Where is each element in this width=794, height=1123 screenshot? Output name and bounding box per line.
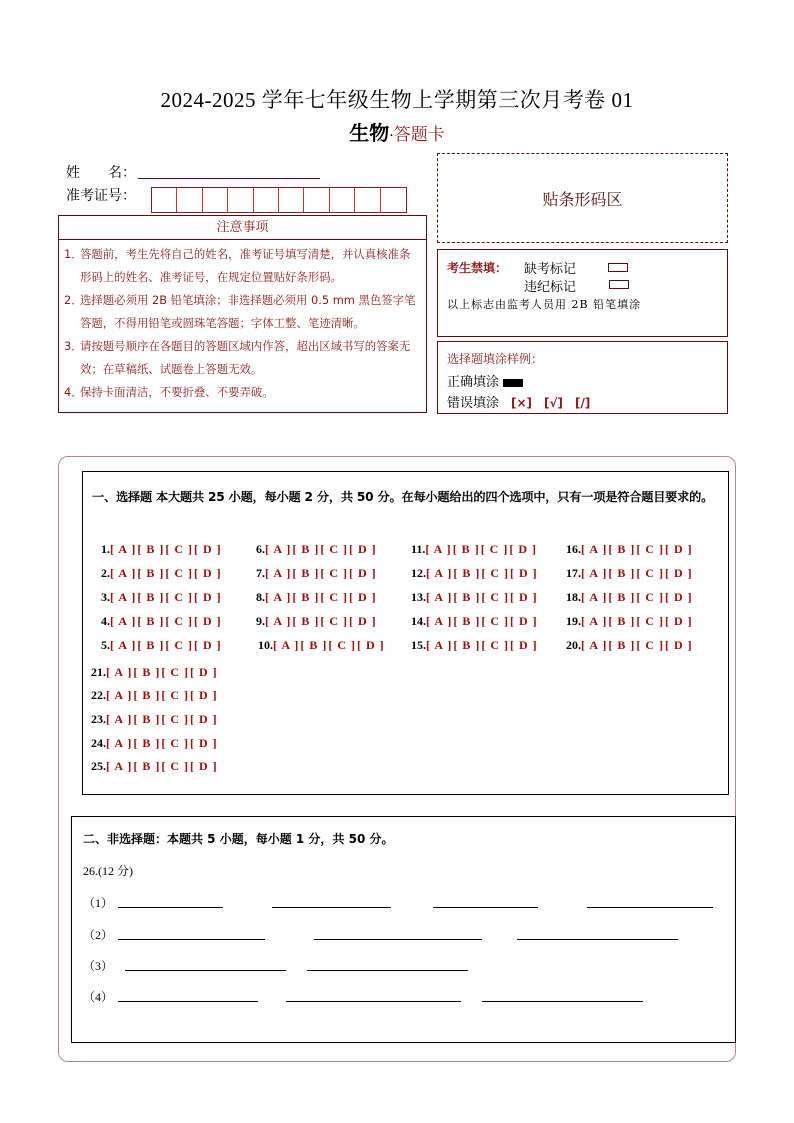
notice-item: 4．保持卡面清洁，不要折叠、不要弄破。 bbox=[64, 385, 274, 399]
option-b-bubble[interactable]: [ B ] bbox=[137, 542, 165, 556]
option-d-bubble[interactable]: [ D ] bbox=[357, 638, 385, 652]
option-b-bubble[interactable]: [ B ] bbox=[608, 638, 636, 652]
option-c-bubble[interactable]: [ C ] bbox=[165, 566, 194, 580]
option-c-bubble[interactable]: [ C ] bbox=[165, 638, 194, 652]
multiple-choice-section bbox=[82, 471, 729, 795]
option-a-bubble[interactable]: [ A ] bbox=[110, 542, 137, 556]
option-a-bubble[interactable]: [ A ] bbox=[265, 542, 292, 556]
question-number: 9. bbox=[256, 614, 265, 628]
fill-sample-panel bbox=[437, 341, 728, 414]
question-number: 20. bbox=[566, 638, 581, 652]
option-d-bubble[interactable]: [ D ] bbox=[665, 638, 693, 652]
option-a-bubble[interactable]: [ A ] bbox=[581, 590, 608, 604]
option-c-bubble[interactable]: [ C ] bbox=[636, 614, 665, 628]
option-b-bubble[interactable]: [ B ] bbox=[137, 638, 165, 652]
option-b-bubble[interactable]: [ B ] bbox=[608, 542, 636, 556]
exam-id-digit-box[interactable] bbox=[177, 188, 202, 212]
option-d-bubble[interactable]: [ D ] bbox=[194, 566, 222, 580]
option-d-bubble[interactable]: [ D ] bbox=[194, 590, 222, 604]
mc-question-5 bbox=[101, 638, 223, 653]
option-b-bubble[interactable]: [ B ] bbox=[292, 614, 320, 628]
option-b-bubble[interactable]: [ B ] bbox=[133, 759, 161, 773]
mc-question-6 bbox=[256, 542, 378, 557]
option-a-bubble[interactable]: [ A ] bbox=[106, 712, 133, 726]
option-a-bubble[interactable]: [ A ] bbox=[425, 542, 452, 556]
option-c-bubble[interactable]: [ C ] bbox=[481, 590, 510, 604]
exam-id-digit-box[interactable] bbox=[279, 188, 304, 212]
check-mark-icon: [√] bbox=[544, 396, 564, 410]
answer-blank[interactable] bbox=[587, 907, 713, 908]
part-3-label: （3） bbox=[83, 959, 114, 973]
option-b-bubble[interactable]: [ B ] bbox=[608, 614, 636, 628]
separator-dot: · bbox=[389, 128, 394, 144]
option-c-bubble[interactable]: [ C ] bbox=[481, 566, 510, 580]
question-number: 10. bbox=[258, 638, 273, 652]
mc-question-3 bbox=[101, 590, 223, 605]
option-d-bubble[interactable]: [ D ] bbox=[190, 736, 218, 750]
question-number: 7. bbox=[256, 566, 265, 580]
question-number: 13. bbox=[411, 590, 426, 604]
option-b-bubble[interactable]: [ B ] bbox=[133, 712, 161, 726]
free-heading: 二、非选择题：本题共 5 小题，每小题 1 分，共 50 分。 bbox=[83, 832, 394, 846]
mc-question-22 bbox=[91, 688, 219, 703]
option-a-bubble[interactable]: [ A ] bbox=[581, 542, 608, 556]
option-c-bubble[interactable]: [ C ] bbox=[165, 614, 194, 628]
option-a-bubble[interactable]: [ A ] bbox=[106, 665, 133, 679]
option-a-bubble[interactable]: [ A ] bbox=[581, 566, 608, 580]
exam-id-digit-box[interactable] bbox=[330, 188, 355, 212]
part-4-label: （4） bbox=[83, 990, 114, 1004]
option-d-bubble[interactable]: [ D ] bbox=[665, 566, 693, 580]
option-a-bubble[interactable]: [ A ] bbox=[426, 566, 453, 580]
question-number: 11. bbox=[411, 542, 426, 556]
notice-item: 3．请按题号顺序在各题目的答题区域内作答，超出区域书写的答案无效；在草稿纸、试题卷上答题无效。 bbox=[64, 339, 411, 376]
question-number: 19. bbox=[566, 614, 581, 628]
option-b-bubble[interactable]: [ B ] bbox=[137, 566, 165, 580]
question-number: 18. bbox=[566, 590, 581, 604]
exam-id-boxes bbox=[151, 187, 407, 213]
question-number: 17. bbox=[566, 566, 581, 580]
option-b-bubble[interactable]: [ B ] bbox=[133, 736, 161, 750]
option-a-bubble[interactable]: [ A ] bbox=[273, 638, 300, 652]
answer-card-label: 答题卡 bbox=[393, 125, 445, 145]
option-d-bubble[interactable]: [ D ] bbox=[665, 542, 693, 556]
proctor-only-label: 考生禁填： bbox=[447, 261, 508, 275]
option-b-bubble[interactable]: [ B ] bbox=[133, 688, 161, 702]
question-number: 14. bbox=[411, 614, 426, 628]
barcode-label: 贴条形码区 bbox=[542, 189, 623, 209]
option-c-bubble[interactable]: [ C ] bbox=[320, 542, 349, 556]
option-c-bubble[interactable]: [ C ] bbox=[161, 759, 190, 773]
option-d-bubble[interactable]: [ D ] bbox=[190, 712, 218, 726]
option-a-bubble[interactable]: [ A ] bbox=[265, 590, 292, 604]
option-c-bubble[interactable]: [ C ] bbox=[165, 590, 194, 604]
wrong-fill-row: 错误填涂 [×] [√] [/] bbox=[447, 396, 591, 411]
option-b-bubble[interactable]: [ B ] bbox=[292, 542, 320, 556]
mc-question-19 bbox=[566, 614, 694, 629]
correct-fill-row: 正确填涂 bbox=[447, 371, 523, 390]
option-c-bubble[interactable]: [ C ] bbox=[320, 614, 349, 628]
exam-id-digit-box[interactable] bbox=[304, 188, 329, 212]
question-number: 22. bbox=[91, 688, 106, 702]
mc-question-1 bbox=[101, 542, 223, 557]
option-c-bubble[interactable]: [ C ] bbox=[161, 688, 190, 702]
option-c-bubble[interactable]: [ C ] bbox=[481, 638, 510, 652]
question-number: 6. bbox=[256, 542, 265, 556]
option-b-bubble[interactable]: [ B ] bbox=[453, 638, 481, 652]
answer-blank[interactable] bbox=[307, 970, 468, 971]
option-b-bubble[interactable]: [ B ] bbox=[608, 566, 636, 580]
answer-blank[interactable] bbox=[118, 1001, 258, 1002]
exam-id-digit-box[interactable] bbox=[381, 188, 406, 212]
option-b-bubble[interactable]: [ B ] bbox=[453, 590, 481, 604]
option-b-bubble[interactable]: [ B ] bbox=[292, 590, 320, 604]
option-b-bubble[interactable]: [ B ] bbox=[452, 542, 480, 556]
option-c-bubble[interactable]: [ C ] bbox=[161, 712, 190, 726]
mc-question-20 bbox=[566, 638, 694, 653]
mc-question-16 bbox=[566, 542, 694, 557]
option-b-bubble[interactable]: [ B ] bbox=[453, 566, 481, 580]
answer-blank[interactable] bbox=[125, 970, 286, 971]
proctor-note: 以上标志由监考人员用 2B 铅笔填涂 bbox=[447, 298, 642, 311]
question-number: 24. bbox=[91, 736, 106, 750]
answer-blank[interactable] bbox=[482, 1001, 643, 1002]
mc-question-15 bbox=[411, 638, 539, 653]
answer-blank[interactable] bbox=[517, 939, 678, 940]
mc-question-14 bbox=[411, 614, 539, 629]
option-a-bubble[interactable]: [ A ] bbox=[581, 638, 608, 652]
option-d-bubble[interactable]: [ D ] bbox=[510, 638, 538, 652]
question-26-label: 26.(12 分) bbox=[83, 864, 133, 878]
mc-question-17 bbox=[566, 566, 694, 581]
answer-blank[interactable] bbox=[314, 939, 482, 940]
answer-blank[interactable] bbox=[286, 1001, 461, 1002]
option-a-bubble[interactable]: [ A ] bbox=[110, 638, 137, 652]
option-d-bubble[interactable]: [ D ] bbox=[510, 590, 538, 604]
mc-question-2 bbox=[101, 566, 223, 581]
mc-question-24 bbox=[91, 736, 219, 751]
question-number: 25. bbox=[91, 759, 106, 773]
option-b-bubble[interactable]: [ B ] bbox=[300, 638, 328, 652]
question-number: 1. bbox=[101, 542, 110, 556]
exam-id-digit-box[interactable] bbox=[355, 188, 380, 212]
exam-title: 2024-2025 学年七年级生物上学期第三次月考卷 01 bbox=[160, 88, 634, 112]
option-b-bubble[interactable]: [ B ] bbox=[137, 614, 165, 628]
subject-label: 生物 bbox=[349, 121, 390, 145]
mc-question-12 bbox=[411, 566, 539, 581]
mc-question-25 bbox=[91, 759, 219, 774]
name-field[interactable] bbox=[138, 178, 320, 179]
fill-sample-label: 选择题填涂样例： bbox=[447, 352, 544, 366]
option-a-bubble[interactable]: [ A ] bbox=[265, 614, 292, 628]
option-c-bubble[interactable]: [ C ] bbox=[320, 590, 349, 604]
option-d-bubble[interactable]: [ D ] bbox=[190, 688, 218, 702]
option-c-bubble[interactable]: [ C ] bbox=[636, 542, 665, 556]
option-c-bubble[interactable]: [ C ] bbox=[480, 542, 509, 556]
notice-title: 注意事项 bbox=[59, 216, 426, 240]
absent-mark-box[interactable] bbox=[608, 263, 628, 272]
question-number: 2. bbox=[101, 566, 110, 580]
part-2-label: （2） bbox=[83, 928, 114, 942]
option-d-bubble[interactable]: [ D ] bbox=[349, 590, 377, 604]
option-d-bubble[interactable]: [ D ] bbox=[190, 665, 218, 679]
option-a-bubble[interactable]: [ A ] bbox=[106, 759, 133, 773]
question-number: 12. bbox=[411, 566, 426, 580]
mc-question-21 bbox=[91, 665, 219, 680]
option-a-bubble[interactable]: [ A ] bbox=[426, 590, 453, 604]
exam-id-digit-box[interactable] bbox=[228, 188, 253, 212]
free-response-section bbox=[71, 816, 736, 1043]
option-a-bubble[interactable]: [ A ] bbox=[106, 688, 133, 702]
exam-id-digit-box[interactable] bbox=[254, 188, 279, 212]
notice-panel bbox=[58, 215, 427, 413]
option-b-bubble[interactable]: [ B ] bbox=[453, 614, 481, 628]
option-c-bubble[interactable]: [ C ] bbox=[161, 736, 190, 750]
proctor-only-panel bbox=[437, 249, 728, 337]
option-c-bubble[interactable]: [ C ] bbox=[165, 542, 194, 556]
exam-id-digit-box[interactable] bbox=[203, 188, 228, 212]
option-d-bubble[interactable]: [ D ] bbox=[190, 759, 218, 773]
option-c-bubble[interactable]: [ C ] bbox=[320, 566, 349, 580]
mc-question-4 bbox=[101, 614, 223, 629]
option-c-bubble[interactable]: [ C ] bbox=[636, 638, 665, 652]
mc-question-11 bbox=[411, 542, 538, 557]
exam-id-label: 准考证号： bbox=[66, 188, 136, 204]
option-b-bubble[interactable]: [ B ] bbox=[608, 590, 636, 604]
mc-question-13 bbox=[411, 590, 539, 605]
card-subtitle bbox=[0, 117, 794, 146]
answer-blank[interactable] bbox=[118, 907, 223, 908]
option-b-bubble[interactable]: [ B ] bbox=[133, 665, 161, 679]
answer-blank[interactable] bbox=[272, 907, 391, 908]
slash-mark-icon: [/] bbox=[575, 396, 591, 410]
mc-question-18 bbox=[566, 590, 694, 605]
question-number: 3. bbox=[101, 590, 110, 604]
absent-mark-label: 缺考标记 bbox=[524, 262, 577, 277]
option-c-bubble[interactable]: [ C ] bbox=[481, 614, 510, 628]
option-d-bubble[interactable]: [ D ] bbox=[665, 590, 693, 604]
option-a-bubble[interactable]: [ A ] bbox=[106, 736, 133, 750]
option-a-bubble[interactable]: [ A ] bbox=[426, 638, 453, 652]
option-a-bubble[interactable]: [ A ] bbox=[110, 614, 137, 628]
mc-question-7 bbox=[256, 566, 378, 581]
option-b-bubble[interactable]: [ B ] bbox=[137, 590, 165, 604]
question-number: 15. bbox=[411, 638, 426, 652]
option-c-bubble[interactable]: [ C ] bbox=[161, 665, 190, 679]
option-d-bubble[interactable]: [ D ] bbox=[509, 542, 538, 556]
option-d-bubble[interactable]: [ D ] bbox=[194, 638, 222, 652]
option-d-bubble[interactable]: [ D ] bbox=[510, 614, 538, 628]
option-d-bubble[interactable]: [ D ] bbox=[349, 566, 377, 580]
question-number: 5. bbox=[101, 638, 110, 652]
option-c-bubble[interactable]: [ C ] bbox=[328, 638, 357, 652]
option-a-bubble[interactable]: [ A ] bbox=[426, 614, 453, 628]
option-d-bubble[interactable]: [ D ] bbox=[349, 542, 377, 556]
violation-mark-label: 违纪标记 bbox=[524, 280, 577, 295]
option-d-bubble[interactable]: [ D ] bbox=[665, 614, 693, 628]
question-number: 21. bbox=[91, 665, 106, 679]
exam-id-digit-box[interactable] bbox=[152, 188, 177, 212]
option-a-bubble[interactable]: [ A ] bbox=[581, 614, 608, 628]
mc-question-23 bbox=[91, 712, 219, 727]
name-label: 姓 名： bbox=[66, 165, 136, 181]
mc-question-8 bbox=[256, 590, 378, 605]
question-number: 8. bbox=[256, 590, 265, 604]
filled-box-icon bbox=[503, 379, 523, 387]
part-1-label: （1） bbox=[83, 896, 114, 910]
mc-question-9 bbox=[256, 614, 378, 629]
notice-item: 1．答题前，考生先将自己的姓名，准考证号填写清楚，并认真核准条形码上的姓名、准考证号，在规定位置贴好条形码。 bbox=[64, 247, 411, 284]
mc-question-10 bbox=[258, 638, 386, 653]
mc-heading: 一、选择题 本大题共 25 小题，每小题 2 分，共 50 分。在每小题给出的四个选项中，只有一项是符合题目要求的。 bbox=[92, 490, 714, 504]
notice-item: 2．选择题必须用 2B 铅笔填涂；非选择题必须用 0.5 mm 黑色签字笔答题，不得用铅笔或圆珠笔答题；字体工整、笔迹清晰。 bbox=[64, 293, 416, 330]
option-d-bubble[interactable]: [ D ] bbox=[194, 542, 222, 556]
question-number: 23. bbox=[91, 712, 106, 726]
question-number: 4. bbox=[101, 614, 110, 628]
option-b-bubble[interactable]: [ B ] bbox=[292, 566, 320, 580]
violation-mark-box[interactable] bbox=[609, 280, 629, 289]
cross-mark-icon: [×] bbox=[511, 396, 533, 410]
answer-blank[interactable] bbox=[433, 907, 538, 908]
question-number: 16. bbox=[566, 542, 581, 556]
option-a-bubble[interactable]: [ A ] bbox=[110, 566, 137, 580]
option-c-bubble[interactable]: [ C ] bbox=[636, 590, 665, 604]
option-d-bubble[interactable]: [ D ] bbox=[510, 566, 538, 580]
option-a-bubble[interactable]: [ A ] bbox=[110, 590, 137, 604]
option-d-bubble[interactable]: [ D ] bbox=[349, 614, 377, 628]
answer-blank[interactable] bbox=[118, 939, 265, 940]
barcode-area bbox=[437, 153, 728, 243]
option-a-bubble[interactable]: [ A ] bbox=[265, 566, 292, 580]
option-d-bubble[interactable]: [ D ] bbox=[194, 614, 222, 628]
option-c-bubble[interactable]: [ C ] bbox=[636, 566, 665, 580]
